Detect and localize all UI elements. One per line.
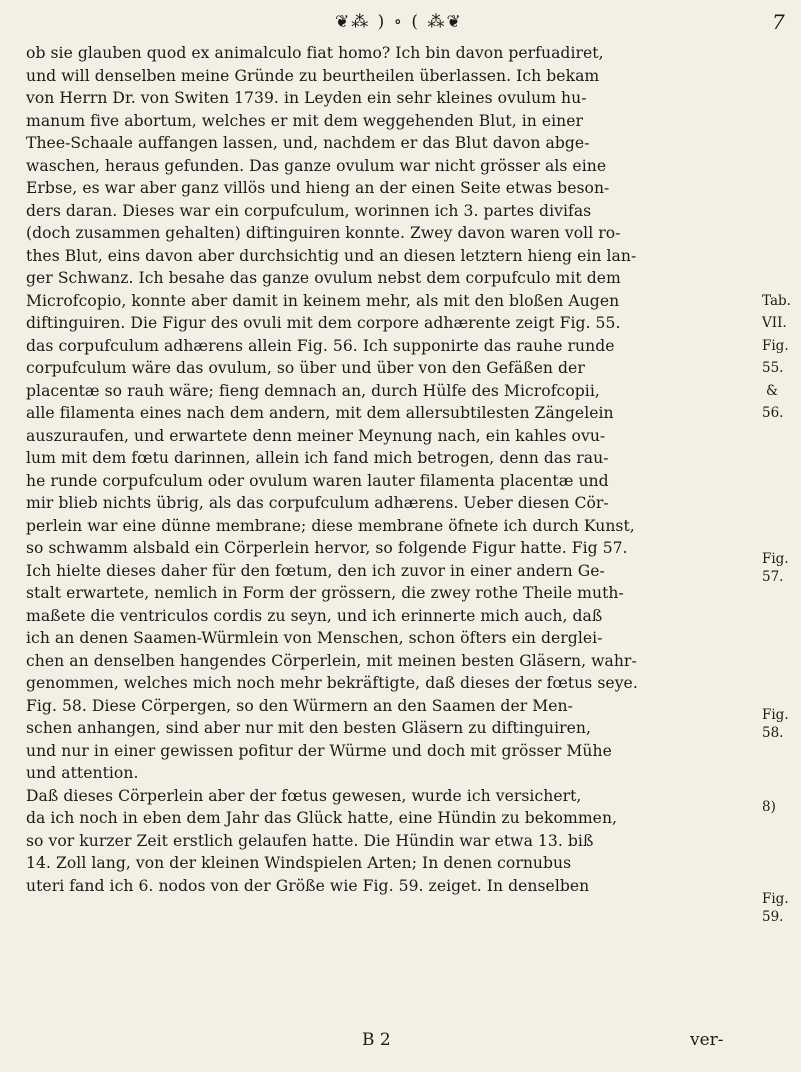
text-line: Fig. 58. Diese Cörpergen, so den Würmern an den Saamen der Men- <box>26 696 573 715</box>
text-line: so schwamm alsbald ein Cörperlein hervor, so folgende Figur hatte. Fig 57. <box>26 539 628 557</box>
text-line: waschen, heraus gefunden. Das ganze ovulum war nicht grösser als eine <box>26 156 607 175</box>
text-line: stalt erwartete, nemlich in Form der grössern, die zwey rothe Theile muth- <box>26 584 624 602</box>
text-line: genommen, welches mich noch mehr bekräftigte, daß dieses der fœtus seye. <box>26 674 638 692</box>
text-line: Thee-Schaale auffangen lassen, und, nachdem er das Blut davon abge- <box>26 134 590 152</box>
margin-note: 58. <box>762 724 784 741</box>
text-line: da ich noch in eben dem Jahr das Glück hatte, eine Hündin zu bekommen, <box>26 809 618 827</box>
text-line: corpufculum wäre das ovulum, so über und über von den Gefäßen der <box>26 359 585 377</box>
text-line: und will denselben meine Gründe zu beurtheilen überlassen. Ich bekam <box>26 66 600 85</box>
text-line: 14. Zoll lang, von der kleinen Windspielen Arten; In denen cornubus <box>26 854 572 872</box>
text-line: Microfcopio, konnte aber damit in keinem mehr, als mit den bloßen Augen <box>26 291 620 310</box>
header-ornament: ❦⁂ ) ∘ ( ⁂❦ <box>335 12 463 32</box>
text-line: alle filamenta eines nach dem andern, mit dem allersubtilesten Zängelein <box>26 404 614 422</box>
margin-note: Fig. <box>762 337 789 354</box>
margin-note: 56. <box>762 405 784 421</box>
text-line: Daß dieses Cörperlein aber der fœtus gewesen, wurde ich versichert, <box>26 786 582 805</box>
margin-note: 57. <box>762 569 784 586</box>
text-line: und nur in einer gewissen pofitur der Würme und doch mit grösser Mühe <box>26 741 612 760</box>
margin-note: & <box>766 382 779 399</box>
margin-note: 8) <box>762 798 776 815</box>
text-line: Erbse, es war aber ganz villös und hieng an der einen Seite etwas beson- <box>26 179 610 197</box>
text-line: auszuraufen, und erwartete denn meiner Meynung nach, ein kahles ovu- <box>26 426 606 445</box>
text-line: he runde corpufculum oder ovulum waren lauter filamenta placentæ und <box>26 471 609 490</box>
running-header <box>0 8 801 36</box>
text-line: uteri fand ich 6. nodos von der Größe wie Fig. 59. zeiget. In denselben <box>26 876 590 895</box>
text-line: thes Blut, eins davon aber durchsichtig und an diesen letztern hieng ein lan- <box>26 246 637 265</box>
margin-note: Fig. <box>762 551 789 568</box>
margin-note: VII. <box>762 315 787 331</box>
text-line: von Herrn Dr. von Switen 1739. in Leyden ein sehr kleines ovulum hu- <box>26 89 587 107</box>
text-line: Ich hielte dieses daher für den fœtum, den ich zuvor in einer andern Ge- <box>26 561 605 580</box>
margin-note: 55. <box>762 360 784 376</box>
text-line: und attention. <box>26 764 139 782</box>
text-line: perlein war eine dünne membrane; diese membrane öfnete ich durch Kunst, <box>26 516 635 535</box>
text-line: maßete die ventriculos cordis zu seyn, und ich erinnerte mich auch, daß <box>26 606 603 625</box>
margin-note: Fig. <box>762 891 789 907</box>
body-text <box>26 42 748 897</box>
margin-note: Fig. <box>762 706 789 723</box>
text-line: das corpufculum adhærens allein Fig. 56. Ich supponirte das rauhe runde <box>26 336 615 355</box>
text-line: placentæ so rauh wäre; fieng demnach an, durch Hülfe des Microfcopii, <box>26 381 600 400</box>
text-line: so vor kurzer Zeit erstlich gelaufen hatte. Die Hündin war etwa 13. biß <box>26 831 594 850</box>
text-line: (doch zusammen gehalten) diftinguiren konnte. Zwey davon waren voll ro- <box>26 224 621 242</box>
margin-note: Tab. <box>762 292 791 309</box>
text-line: manum five abortum, welches er mit dem weggehenden Blut, in einer <box>26 111 584 130</box>
page-footer <box>0 1028 801 1058</box>
margin-notes <box>760 0 800 1072</box>
text-line: mir blieb nichts übrig, als das corpufculum adhærens. Ueber diesen Cör- <box>26 494 609 512</box>
text-line: ob sie glauben quod ex animalculo fiat homo? Ich bin davon perfuadiret, <box>26 44 604 62</box>
text-line: diftinguiren. Die Figur des ovuli mit dem corpore adhærente zeigt Fig. 55. <box>26 314 621 332</box>
text-line: lum mit dem fœtu darinnen, allein ich fand mich betrogen, denn das rau- <box>26 449 609 467</box>
text-line: schen anhangen, sind aber nur mit den besten Gläsern zu diftinguiren, <box>26 719 592 737</box>
text-line: chen an denselben hangendes Cörperlein, mit meinen besten Gläsern, wahr- <box>26 651 637 670</box>
margin-note: 59. <box>762 909 784 925</box>
signature-mark: B 2 <box>362 1030 391 1050</box>
page-number: 7 <box>772 10 785 34</box>
text-line: ich an denen Saamen-Würmlein von Menschen, schon öfters ein derglei- <box>26 629 603 647</box>
catchword: ver- <box>690 1030 724 1050</box>
text-line: ger Schwanz. Ich besahe das ganze ovulum nebst dem corpufculo mit dem <box>26 269 621 287</box>
text-line: ders daran. Dieses war ein corpufculum, worinnen ich 3. partes divifas <box>26 201 592 220</box>
